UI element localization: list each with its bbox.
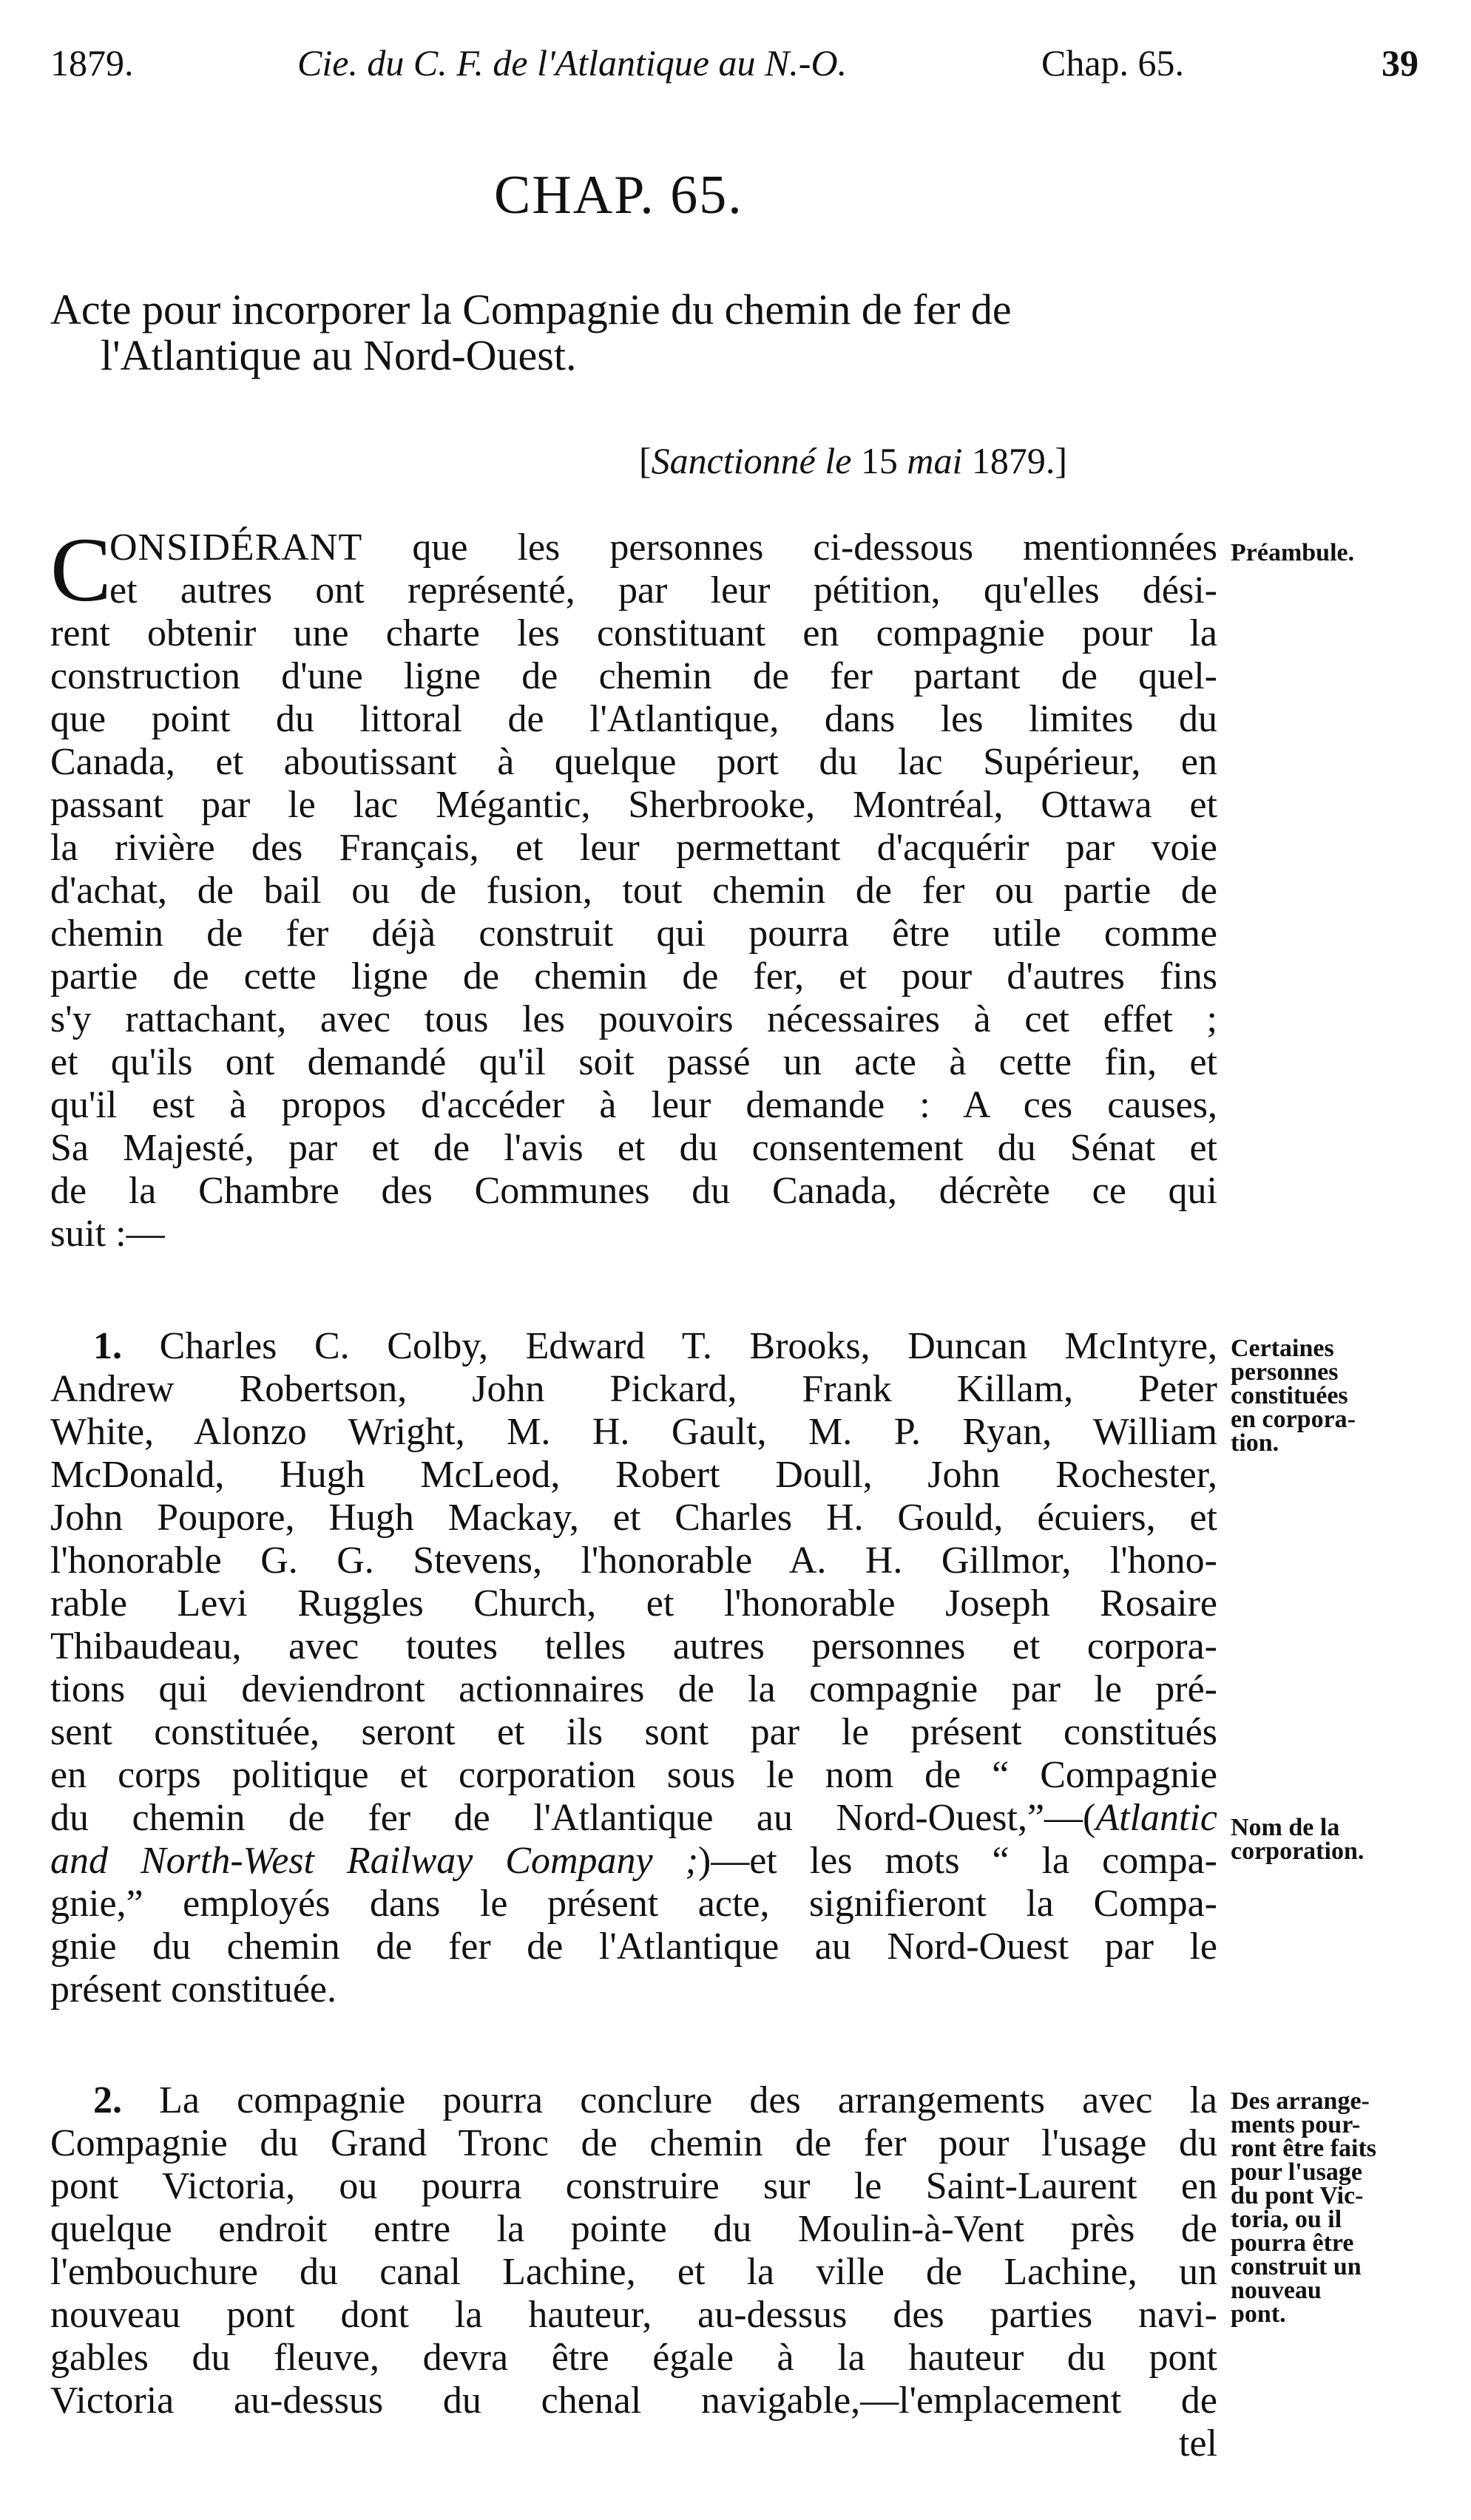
text-line: sent constituée, seront et ils sont par le présent constitués <box>50 1711 1217 1753</box>
first-word: ONSIDÉRANT <box>109 526 363 569</box>
text-line: et qu'ils ont demandé qu'il soit passé un acte à cette fin, et <box>50 1041 1217 1083</box>
text-line: 1. Charles C. Colby, Edward T. Brooks, Duncan McIntyre, <box>93 1325 1217 1367</box>
text-line: tions qui deviendront actionnaires de la compagnie par le pré- <box>50 1668 1217 1710</box>
section-number: 2. <box>93 2079 122 2121</box>
header-chapter: Chap. 65. <box>1041 42 1185 84</box>
text-line: gnie,” employés dans le présent acte, signifieront la Compa- <box>50 1883 1217 1925</box>
text-line: rable Levi Ruggles Church, et l'honorable Joseph Rosaire <box>50 1582 1217 1625</box>
section-number: 1. <box>93 1325 122 1367</box>
text-line: la rivière des Français, et leur permettant d'acquérir par voie <box>50 827 1217 869</box>
margin-note-bridge: Des arrange- ments pour- ront être faits pour l'usage du pont Vic- toria, ou il pourra être construit un nouveau pont. <box>1231 2087 1377 2328</box>
text-line: Sa Majesté, par et de l'avis et du consentement du Sénat et <box>50 1127 1217 1169</box>
header-year: 1879. <box>50 42 134 84</box>
text-line: White, Alonzo Wright, M. H. Gault, M. P. Ryan, William <box>50 1411 1217 1453</box>
text-line: McDonald, Hugh McLeod, Robert Doull, John Rochester, <box>50 1454 1217 1496</box>
margin-note-preamble: Préambule. <box>1231 539 1355 566</box>
act-title-line: l'Atlantique au Nord-Ouest. <box>101 331 577 379</box>
text-line: rent obtenir une charte les constituant en compagnie pour la <box>50 612 1217 654</box>
text-line: Andrew Robertson, John Pickard, Frank Killam, Peter <box>50 1368 1217 1410</box>
text-line: que point du littoral de l'Atlantique, dans les limites du <box>50 698 1217 740</box>
italic-name: Atlantic <box>1095 1797 1217 1839</box>
sanction-date <box>639 439 1067 482</box>
text-line: l'embouchure du canal Lachine, et la ville de Lachine, un <box>50 2251 1217 2293</box>
section-2 <box>50 2079 1217 2465</box>
text-line: Victoria au-dessus du chenal navigable,—l'emplacement de <box>50 2380 1217 2422</box>
drop-capital: C <box>50 519 112 620</box>
text-line: Canada, et aboutissant à quelque port du lac Supérieur, en <box>50 741 1217 783</box>
text-line: construction d'une ligne de chemin de fer partant de quel- <box>50 655 1217 697</box>
text-line: partie de cette ligne de chemin de fer, et pour d'autres fins <box>50 955 1217 998</box>
margin-note-corporate-name: Nom de la corporation. <box>1231 1814 1365 1865</box>
text-line: pont Victoria, ou pourra construire sur le Saint-Laurent en <box>50 2165 1217 2207</box>
text-line: ONSIDÉRANT que les personnes ci-dessous mentionnées <box>109 526 1217 569</box>
preamble-paragraph <box>50 519 1217 1256</box>
text-line: présent constituée. <box>50 1968 337 2011</box>
sanction-month: mai <box>907 440 963 481</box>
text-line: et autres ont représenté, par leur pétition, qu'elles dési- <box>109 569 1217 612</box>
text-line: suit :— <box>50 1213 165 1255</box>
chapter-heading: CHAP. 65. <box>494 165 743 226</box>
text-line: and North-West Railway Company ;)—et les mots “ la compa- <box>50 1840 1217 1882</box>
header-title: Cie. du C. F. de l'Atlantique au N.-O. <box>297 42 848 84</box>
text-line: quelque endroit entre la pointe du Moulin-à-Vent près de <box>50 2208 1217 2250</box>
text-line: qu'il est à propos d'accéder à leur demande : A ces causes, <box>50 1084 1217 1126</box>
margin-note-incorporation: Certaines personnes constituées en corpora- tion. <box>1231 1335 1356 1457</box>
text-line: de la Chambre des Communes du Canada, décrète ce qui <box>50 1170 1217 1212</box>
text-line: l'honorable G. G. Stevens, l'honorable A. H. Gillmor, l'hono- <box>50 1540 1217 1582</box>
sanction-label: Sanctionné le <box>651 440 852 481</box>
text-line: nouveau pont dont la hauteur, au-dessus des parties navi- <box>50 2294 1217 2336</box>
text-line: gnie du chemin de fer de l'Atlantique au Nord-Ouest par le <box>50 1925 1217 1968</box>
text-line: Thibaudeau, avec toutes telles autres personnes et corpora- <box>50 1625 1217 1667</box>
italic-name: and North-West Railway Company ; <box>50 1840 698 1882</box>
text-line: d'achat, de bail ou de fusion, tout chemin de fer ou partie de <box>50 870 1217 912</box>
page-number: 39 <box>1382 42 1418 84</box>
catchword: tel <box>1179 2422 1217 2465</box>
sanction-day: 15 <box>851 440 907 481</box>
act-title-line: Acte pour incorporer la Compagnie du chemin de fer de <box>50 285 1012 333</box>
text-line: gables du fleuve, devra être égale à la hauteur du pont <box>50 2337 1217 2379</box>
text-line: passant par le lac Mégantic, Sherbrooke, Montréal, Ottawa et <box>50 784 1217 826</box>
section-1 <box>50 1325 1217 2011</box>
text-line: du chemin de fer de l'Atlantique au Nord-Ouest,”—(Atlantic <box>50 1797 1217 1839</box>
text-line: 2. La compagnie pourra conclure des arrangements avec la <box>93 2079 1217 2121</box>
text-line: en corps politique et corporation sous le nom de “ Compagnie <box>50 1754 1217 1796</box>
text-line: chemin de fer déjà construit qui pourra être utile comme <box>50 912 1217 955</box>
sanction-open: [ <box>639 440 652 481</box>
text-line: John Poupore, Hugh Mackay, et Charles H. Gould, écuiers, et <box>50 1497 1217 1539</box>
text-line: s'y rattachant, avec tous les pouvoirs nécessaires à cet effet ; <box>50 998 1217 1040</box>
act-title <box>50 287 1219 379</box>
sanction-year: 1879.] <box>962 440 1068 481</box>
text-line: Compagnie du Grand Tronc de chemin de fer pour l'usage du <box>50 2122 1217 2164</box>
